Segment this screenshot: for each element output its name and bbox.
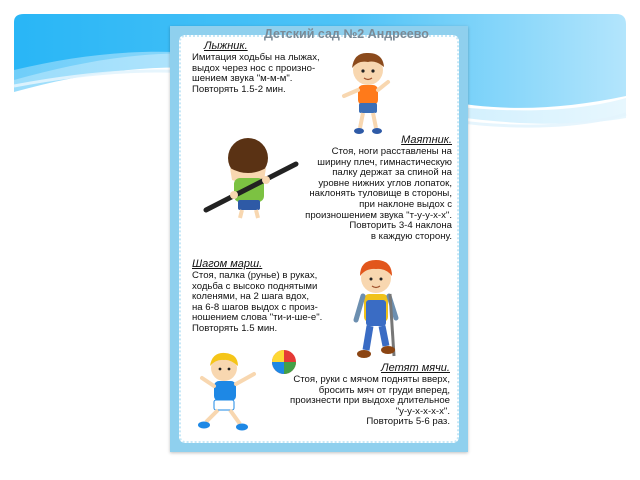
exercise-text: Стоя, руки с мячом подняты вверх, бросить мяч от груди вперед, произнести при выдохе длительное "у-у-х-х-х-х". Повторить 5-6 раз.	[290, 374, 450, 428]
exercise-text: Имитация ходьбы на лыжах, выдох через нос с произно- шением звука "м-м-м". Повторять 1.5-2 мин.	[192, 52, 320, 95]
boy-walking-illustration	[336, 48, 396, 138]
boy-throwing-ball-illustration	[188, 348, 298, 432]
exercise-march	[192, 258, 342, 335]
boy-marching-illustration	[350, 254, 406, 364]
exercise-title: Летят мячи.	[381, 362, 450, 374]
exercise-title: Маятник.	[401, 134, 452, 146]
exercise-text: Стоя, палка (рунье) в руках, ходьба с высоко поднятыми коленями, на 2 шага вдох, на 6-8 шагов выдох с произ- ношением слова "ти-и-ше-е". Повторять 1.5 мин.	[192, 270, 323, 334]
exercise-text: Стоя, ноги расставлены на ширину плеч, гимнастическую палку держат за спиной на уровне нижних углов лопаток, наклонять туловище в стороны, при наклоне выдох с произношением звука "т-у-у-х-х". Повторить 3-4 наклона в каждую сторону.	[305, 146, 452, 242]
exercise-card	[170, 26, 468, 452]
exercise-skier	[192, 40, 332, 95]
kindergarten-header: Детский сад №2 Андреево	[264, 27, 429, 41]
boy-with-stick-illustration	[200, 128, 300, 220]
exercise-title: Лыжник.	[204, 40, 248, 52]
exercise-title: Шагом марш.	[192, 258, 263, 270]
